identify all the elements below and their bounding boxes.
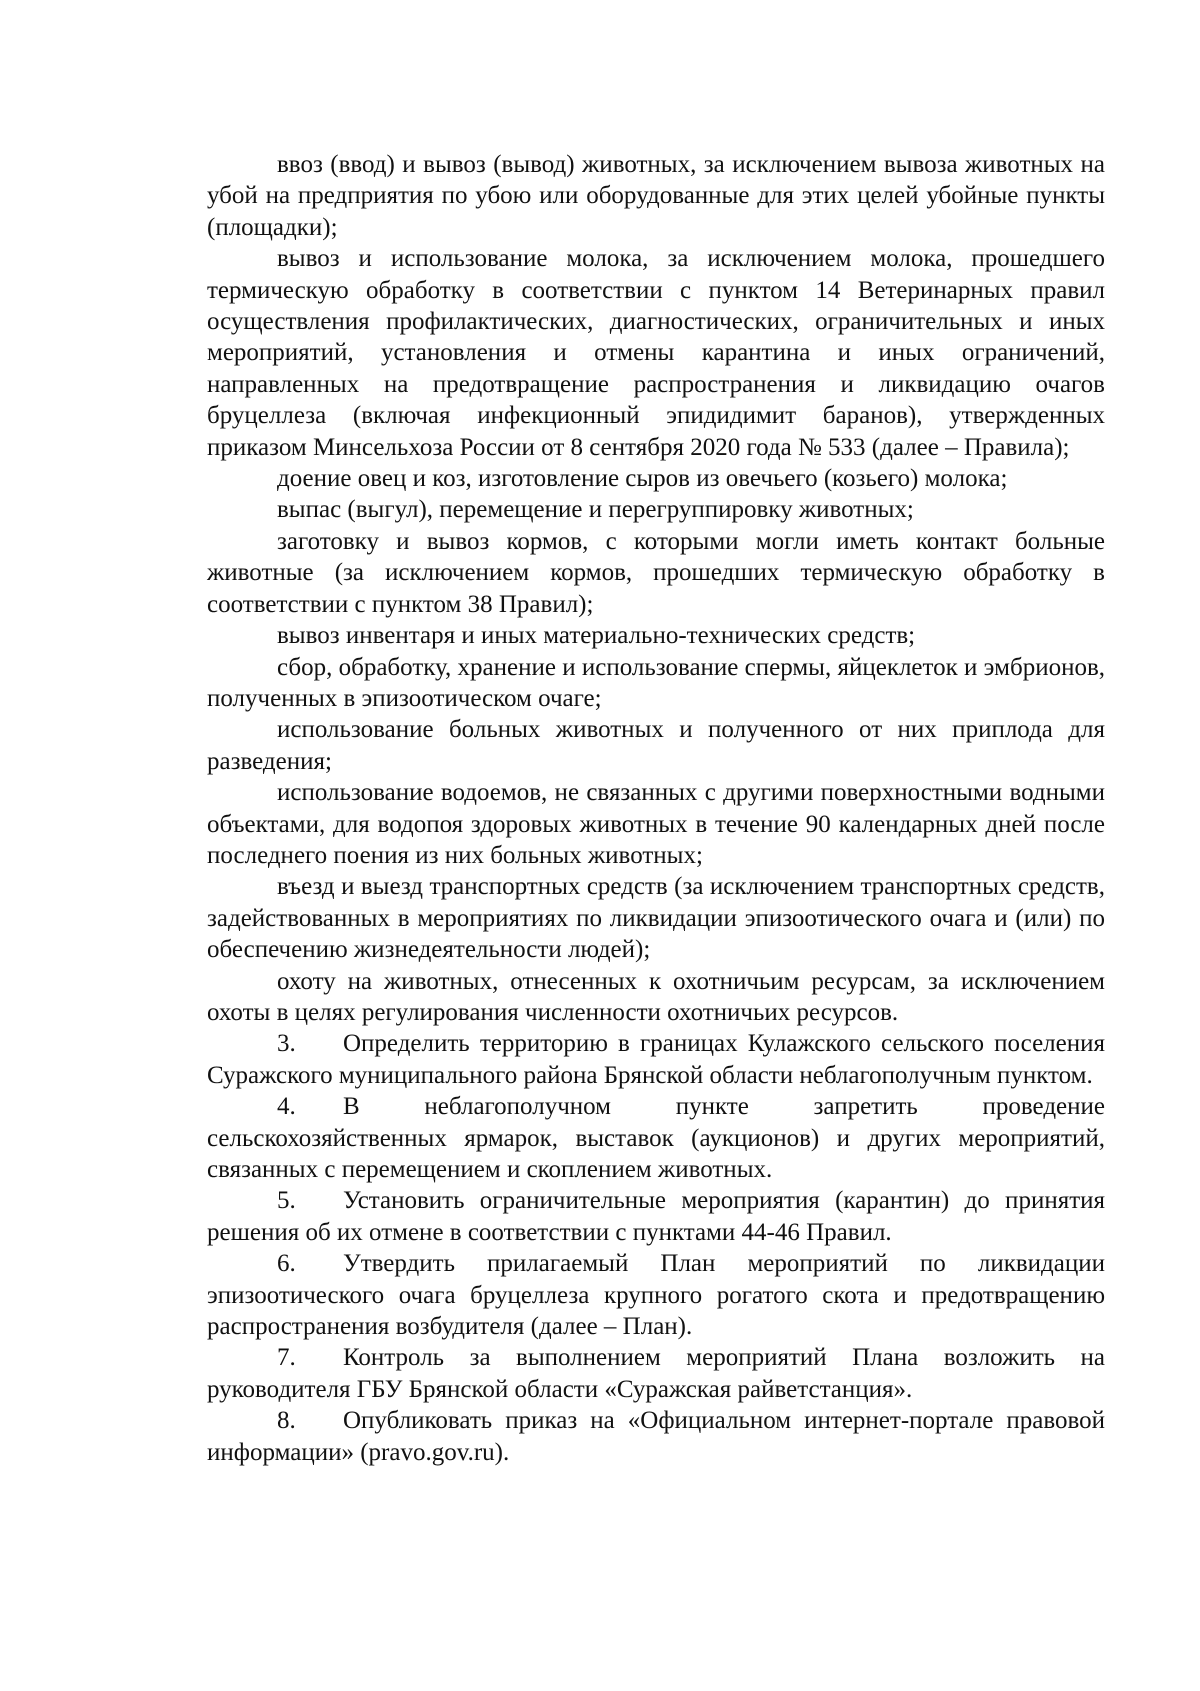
item-number: 5. — [277, 1187, 296, 1215]
item-text: Опубликовать приказ на «Официальном интернет-портале правовой информации» (pravo.gov.ru). — [207, 1407, 1105, 1466]
restriction-paragraph: въезд и выезд транспортных средств (за исключением транспортных средств, задействованных в мероприятиях по ликвидации эпизоотического очага и (или) по обеспечению жизнедеятельности людей); — [207, 873, 1105, 964]
item-text: В неблагополучном пункте запретить проведение сельскохозяйственных ярмарок, выставок (аукционов) и других мероприятий, связанных с перемещением и скоплением животных. — [207, 1093, 1105, 1183]
numbered-item — [207, 1185, 1105, 1248]
numbered-item — [207, 1091, 1105, 1185]
numbered-item — [207, 1028, 1105, 1091]
restriction-paragraph: доение овец и коз, изготовление сыров из овечьего (козьего) молока; — [277, 465, 1008, 493]
item-number: 7. — [277, 1344, 296, 1372]
item-text: Установить ограничительные мероприятия (карантин) до принятия решения об их отмене в соответствии с пунктами 44-46 Правил. — [207, 1187, 1105, 1246]
numbered-item — [207, 1405, 1105, 1468]
restriction-paragraph: вывоз инвентаря и иных материально-технических средств; — [277, 622, 916, 650]
document-body — [207, 149, 1105, 1468]
restriction-paragraph: выпас (выгул), перемещение и перегруппировку животных; — [277, 496, 914, 524]
restriction-paragraph: использование больных животных и полученного от них приплода для разведения; — [207, 716, 1105, 775]
restriction-paragraph: ввоз (ввод) и вывоз (вывод) животных, за исключением вывоза животных на убой на предприятия по убою или оборудованные для этих целей убойные пункты (площадки); — [207, 151, 1105, 241]
item-text: Утвердить прилагаемый План мероприятий по ликвидации эпизоотического очага бруцеллеза крупного рогатого скота и предотвращению распространения возбудителя (далее – План). — [207, 1250, 1105, 1341]
item-number: 3. — [277, 1030, 296, 1058]
item-number: 8. — [277, 1407, 296, 1435]
item-number: 6. — [277, 1250, 296, 1278]
restriction-paragraph: сбор, обработку, хранение и использование спермы, яйцеклеток и эмбрионов, полученных в эпизоотическом очаге; — [207, 653, 1106, 712]
restriction-paragraph: заготовку и вывоз кормов, с которыми могли иметь контакт больные животные (за исключением кормов, прошедших термическую обработку в соответствии с пунктом 38 Правил); — [207, 527, 1105, 618]
item-text: Контроль за выполнением мероприятий Плана возложить на руководителя ГБУ Брянской области «Суражская райветстанция». — [207, 1344, 1105, 1403]
numbered-item — [207, 1248, 1105, 1342]
item-text: Определить территорию в границах Кулажского сельского поселения Суражского муниципального района Брянской области неблагополучным пунктом. — [207, 1030, 1105, 1089]
restriction-paragraph: вывоз и использование молока, за исключением молока, прошедшего термическую обработку в соответствии с пунктом 14 Ветеринарных правил осуществления профилактических, диагностических, ограничительных и иных мероприятий, установления и отмены карантина и иных ограничений, направленных на предотвращение распространения и ликвидацию очагов бруцеллеза (включая инфекционный эпидидимит баранов), утвержденных приказом Минсельхоза России от 8 сентября 2020 года № 533 (далее – Правила); — [207, 245, 1105, 461]
numbered-item — [207, 1342, 1105, 1405]
restriction-paragraph: использование водоемов, не связанных с другими поверхностными водными объектами, для водопоя здоровых животных в течение 90 календарных дней после последнего поения из них больных животных; — [207, 779, 1105, 869]
restriction-paragraph: охоту на животных, отнесенных к охотничьим ресурсам, за исключением охоты в целях регулирования численности охотничьих ресурсов. — [207, 967, 1105, 1026]
item-number: 4. — [277, 1093, 296, 1121]
